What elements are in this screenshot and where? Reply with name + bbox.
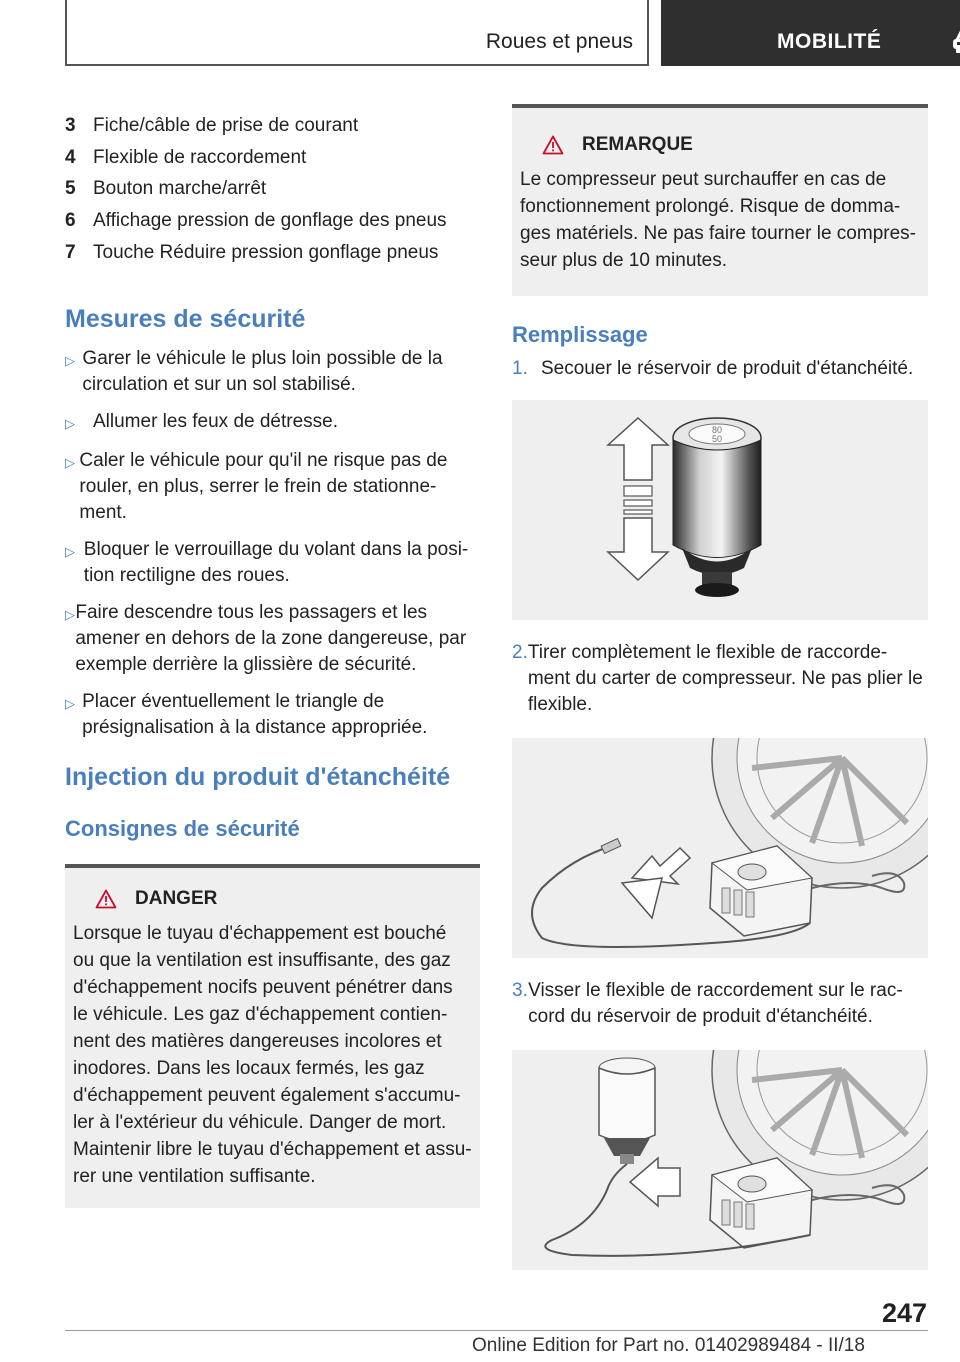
warning-triangle-icon: [542, 135, 564, 155]
footer-edition: Online Edition for Part no. 01402989484 - II/18: [472, 1335, 865, 1356]
triangle-bullet-icon: ▷: [65, 543, 75, 559]
car-icon: [951, 28, 960, 54]
triangle-bullet-icon: ▷: [65, 606, 75, 622]
step-item: 1. Secouer le réservoir de produit d'étanchéité.: [512, 358, 914, 379]
pull-hose-figure: [512, 738, 928, 958]
screw-hose-figure: [512, 1050, 928, 1270]
triangle-bullet-icon: ▷: [65, 454, 75, 470]
legend-list: [65, 110, 480, 269]
chapter-title: MOBILITÉ: [777, 30, 882, 53]
page-number: 247: [881, 1298, 927, 1328]
bottle-label-80: 80: [711, 425, 723, 435]
left-column: [65, 110, 480, 1208]
list-item: ▷ Bloquer le verrouillage du volant dans la posi‐tion rectiligne des roues.: [65, 537, 480, 589]
danger-label: DANGER: [135, 887, 218, 909]
step-item: 3. Visser le flexible de raccordement sur le rac‐cord du réservoir de produit d'étanchéité.: [512, 980, 903, 1027]
bottle-connection-illustration: [512, 1050, 928, 1270]
danger-text: Lorsque le tuyau d'échappement est bouché ou que la ventilation est insuffisante, des gaz d'échappement nocifs peuvent pénétrer dans le véhicule. Les gaz d'échappement contien‐nent des matières dangereuses incolores et inodores. Dans les locaux fermés, les gaz d'échappement peuvent également s'accumu‐ler à l'extérieur du véhicule. Danger de mort. Maintenir libre le tuyau d'échappement et assu‐rer une ventilation suffisante.: [73, 922, 472, 1187]
triangle-bullet-icon: ▷: [65, 352, 75, 368]
list-item: 4 Flexible de raccordement: [65, 146, 307, 168]
steps-list: [512, 640, 928, 718]
compressor-hose-illustration: [512, 738, 928, 958]
safety-heading: Mesures de sécurité: [65, 304, 306, 333]
list-item: ▷ Faire descendre tous les passagers et les amener en dehors de la zone dangereuse, par exemple derrière la glissière de sécurité.: [65, 600, 480, 678]
list-item: 5 Bouton marche/arrêt: [65, 178, 267, 200]
triangle-bullet-icon: ▷: [65, 695, 75, 711]
section-title: Roues et pneus: [485, 30, 633, 53]
list-item: ▷ Caler le véhicule pour qu'il ne risque pas de rouler, en plus, serrer le frein de stationne‐ment.: [65, 448, 480, 526]
list-item: 7 Touche Réduire pression gonflage pneus: [65, 241, 439, 263]
list-item: ▷ Allumer les feux de détresse.: [65, 409, 480, 437]
remarque-label: REMARQUE: [582, 134, 693, 155]
header-section-tab: [65, 0, 649, 66]
list-item: ▷ Garer le véhicule le plus loin possible de la circulation et sur un sol stabilisé.: [65, 346, 480, 398]
header-chapter-tab: [661, 0, 960, 66]
remplissage-heading: Remplissage: [512, 322, 648, 347]
list-item: 3 Fiche/câble de prise de courant: [65, 115, 359, 136]
list-item: ▷ Placer éventuellement le triangle de présignalisation à la distance appropriée.: [65, 689, 480, 741]
step-item: 2. Tirer complètement le flexible de raccorde‐ment du carter de compresseur. Ne pas plier le flexible.: [512, 642, 923, 715]
footer-divider: [65, 1330, 928, 1331]
shake-bottle-figure: [512, 400, 928, 620]
injection-heading: Injection du produit d'étanchéité: [65, 762, 451, 791]
right-column: [512, 104, 928, 1270]
safety-subheading: Consignes de sécurité: [65, 815, 300, 841]
bottle-label-50: 50: [711, 434, 723, 444]
triangle-bullet-icon: ▷: [65, 415, 75, 431]
remarque-box: [512, 104, 928, 296]
danger-box: [65, 864, 480, 1208]
warning-triangle-icon: [95, 889, 117, 909]
safety-bullet-list: [65, 346, 480, 741]
shake-bottle-illustration: [512, 400, 928, 620]
steps-list: [512, 356, 928, 382]
list-item: 6 Affichage pression de gonflage des pneus: [65, 210, 447, 232]
steps-list: [512, 978, 928, 1030]
remarque-text: Le compresseur peut surchauffer en cas de fonctionnement prolongé. Risque de domma‐ges matériels. Ne pas faire tourner le compres‐seur plus de 10 minutes.: [520, 169, 916, 271]
